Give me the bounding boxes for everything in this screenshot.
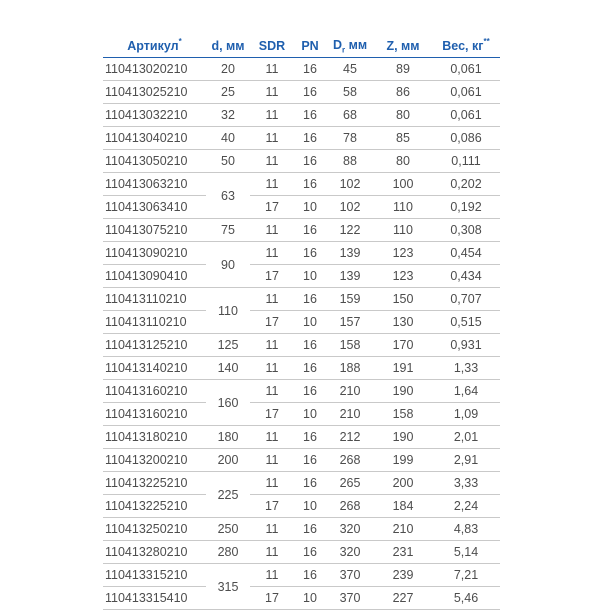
dr-cell: 139 — [326, 242, 374, 265]
z-cell: 200 — [374, 472, 432, 495]
header-weight: Вес, кг** — [442, 37, 490, 54]
spec-table-container — [103, 35, 500, 610]
weight-cell: 0,308 — [432, 219, 500, 242]
d-cell: 200 — [206, 449, 250, 472]
weight-cell: 0,707 — [432, 288, 500, 311]
dr-cell: 122 — [326, 219, 374, 242]
table-row — [103, 288, 500, 311]
article-cell: 110413110210 — [103, 288, 206, 311]
header-d: d, мм — [211, 39, 245, 53]
sdr-cell: 11 — [250, 518, 294, 541]
dr-cell: 320 — [326, 541, 374, 564]
sdr-cell: 11 — [250, 472, 294, 495]
table-row — [103, 58, 500, 81]
dr-cell: 45 — [326, 58, 374, 81]
pn-cell: 16 — [294, 173, 326, 196]
dr-cell: 58 — [326, 81, 374, 104]
weight-cell: 2,91 — [432, 449, 500, 472]
pn-cell: 16 — [294, 288, 326, 311]
article-cell: 110413090410 — [103, 265, 206, 288]
pn-cell: 16 — [294, 219, 326, 242]
table-row — [103, 380, 500, 403]
dr-cell: 68 — [326, 104, 374, 127]
sdr-cell: 11 — [250, 104, 294, 127]
z-cell: 86 — [374, 81, 432, 104]
article-cell: 110413020210 — [103, 58, 206, 81]
table-row — [103, 150, 500, 173]
z-cell: 227 — [374, 587, 432, 610]
header-z: Z, мм — [386, 39, 420, 53]
pn-cell: 16 — [294, 564, 326, 587]
z-cell: 239 — [374, 564, 432, 587]
table-row — [103, 242, 500, 265]
table-row — [103, 173, 500, 196]
z-cell: 191 — [374, 357, 432, 380]
header-dr: $D_r$ мм — [332, 37, 368, 55]
weight-cell: 0,454 — [432, 242, 500, 265]
article-cell: 110413125210 — [103, 334, 206, 357]
sdr-cell: 17 — [250, 495, 294, 518]
dr-cell: 370 — [326, 587, 374, 610]
dr-cell: 88 — [326, 150, 374, 173]
d-cell: 25 — [206, 81, 250, 104]
dr-cell: 157 — [326, 311, 374, 334]
table-row — [103, 219, 500, 242]
d-cell: 280 — [206, 541, 250, 564]
z-cell: 123 — [374, 265, 432, 288]
pn-cell: 10 — [294, 265, 326, 288]
pn-cell: 16 — [294, 426, 326, 449]
d-cell-merged: 315 — [206, 564, 250, 610]
pn-cell: 16 — [294, 472, 326, 495]
pn-cell: 16 — [294, 541, 326, 564]
z-cell: 80 — [374, 104, 432, 127]
weight-cell: 1,64 — [432, 380, 500, 403]
article-cell: 110413315210 — [103, 564, 206, 587]
z-cell: 150 — [374, 288, 432, 311]
weight-cell: 5,14 — [432, 541, 500, 564]
sdr-cell: 11 — [250, 81, 294, 104]
header-row — [103, 35, 500, 58]
article-cell: 110413280210 — [103, 541, 206, 564]
z-cell: 89 — [374, 58, 432, 81]
d-cell: 40 — [206, 127, 250, 150]
sdr-cell: 11 — [250, 242, 294, 265]
weight-cell: 7,21 — [432, 564, 500, 587]
header-sdr: SDR — [258, 39, 286, 53]
weight-cell: 3,33 — [432, 472, 500, 495]
pn-cell: 16 — [294, 104, 326, 127]
sdr-cell: 11 — [250, 449, 294, 472]
pn-cell: 16 — [294, 357, 326, 380]
pn-cell: 10 — [294, 403, 326, 426]
table-row — [103, 495, 500, 518]
d-cell-merged: 110 — [206, 288, 250, 334]
d-cell: 250 — [206, 518, 250, 541]
sdr-cell: 11 — [250, 334, 294, 357]
z-cell: 199 — [374, 449, 432, 472]
d-cell-merged: 225 — [206, 472, 250, 518]
sdr-cell: 11 — [250, 173, 294, 196]
weight-cell: 0,061 — [432, 58, 500, 81]
dr-cell: 268 — [326, 449, 374, 472]
dr-cell: 370 — [326, 564, 374, 587]
weight-cell: 0,086 — [432, 127, 500, 150]
dr-cell: 158 — [326, 334, 374, 357]
sdr-cell: 11 — [250, 127, 294, 150]
weight-cell: 0,515 — [432, 311, 500, 334]
article-cell: 110413075210 — [103, 219, 206, 242]
dr-cell: 188 — [326, 357, 374, 380]
article-cell: 110413315410 — [103, 587, 206, 610]
sdr-cell: 17 — [250, 196, 294, 219]
dr-cell: 210 — [326, 403, 374, 426]
table-row — [103, 334, 500, 357]
d-cell: 32 — [206, 104, 250, 127]
article-cell: 110413110210 — [103, 311, 206, 334]
sdr-cell: 11 — [250, 219, 294, 242]
dr-cell: 102 — [326, 173, 374, 196]
pn-cell: 16 — [294, 449, 326, 472]
d-cell: 180 — [206, 426, 250, 449]
sdr-cell: 11 — [250, 58, 294, 81]
article-cell: 110413160210 — [103, 380, 206, 403]
weight-cell: 1,09 — [432, 403, 500, 426]
z-cell: 130 — [374, 311, 432, 334]
table-row — [103, 541, 500, 564]
z-cell: 85 — [374, 127, 432, 150]
pn-cell: 10 — [294, 495, 326, 518]
pn-cell: 16 — [294, 150, 326, 173]
z-cell: 170 — [374, 334, 432, 357]
z-cell: 110 — [374, 219, 432, 242]
sdr-cell: 11 — [250, 564, 294, 587]
weight-cell: 5,46 — [432, 587, 500, 610]
article-cell: 110413025210 — [103, 81, 206, 104]
sdr-cell: 11 — [250, 380, 294, 403]
d-cell: 140 — [206, 357, 250, 380]
dr-cell: 320 — [326, 518, 374, 541]
pn-cell: 16 — [294, 518, 326, 541]
pn-cell: 10 — [294, 311, 326, 334]
weight-cell: 0,061 — [432, 104, 500, 127]
sdr-cell: 17 — [250, 265, 294, 288]
d-cell-merged: 90 — [206, 242, 250, 288]
pn-cell: 10 — [294, 587, 326, 610]
pn-cell: 16 — [294, 242, 326, 265]
dr-cell: 268 — [326, 495, 374, 518]
weight-cell: 0,061 — [432, 81, 500, 104]
sdr-cell: 11 — [250, 150, 294, 173]
table-row — [103, 357, 500, 380]
z-cell: 184 — [374, 495, 432, 518]
article-cell: 110413063410 — [103, 196, 206, 219]
pn-cell: 16 — [294, 58, 326, 81]
z-cell: 110 — [374, 196, 432, 219]
z-cell: 231 — [374, 541, 432, 564]
table-row — [103, 81, 500, 104]
sdr-cell: 11 — [250, 357, 294, 380]
sdr-cell: 17 — [250, 311, 294, 334]
pn-cell: 16 — [294, 334, 326, 357]
sdr-cell: 17 — [250, 403, 294, 426]
dr-cell: 159 — [326, 288, 374, 311]
table-row — [103, 426, 500, 449]
d-cell-merged: 63 — [206, 173, 250, 219]
sdr-cell: 11 — [250, 541, 294, 564]
pn-cell: 10 — [294, 196, 326, 219]
article-cell: 110413250210 — [103, 518, 206, 541]
article-cell: 110413225210 — [103, 472, 206, 495]
weight-cell: 2,24 — [432, 495, 500, 518]
header-article: Артикул* — [127, 37, 182, 54]
weight-cell: 0,202 — [432, 173, 500, 196]
d-cell-merged: 160 — [206, 380, 250, 426]
weight-cell: 0,111 — [432, 150, 500, 173]
article-cell: 110413032210 — [103, 104, 206, 127]
article-cell: 110413040210 — [103, 127, 206, 150]
table-row — [103, 403, 500, 426]
table-row — [103, 127, 500, 150]
article-cell: 110413140210 — [103, 357, 206, 380]
table-row — [103, 196, 500, 219]
table-row — [103, 104, 500, 127]
dr-cell: 78 — [326, 127, 374, 150]
article-cell: 110413225210 — [103, 495, 206, 518]
table-row — [103, 449, 500, 472]
z-cell: 190 — [374, 380, 432, 403]
spec-table — [103, 35, 500, 610]
z-cell: 100 — [374, 173, 432, 196]
weight-cell: 0,192 — [432, 196, 500, 219]
table-row — [103, 472, 500, 495]
pn-cell: 16 — [294, 81, 326, 104]
table-row — [103, 311, 500, 334]
z-cell: 80 — [374, 150, 432, 173]
table-row — [103, 587, 500, 610]
d-cell: 50 — [206, 150, 250, 173]
article-cell: 110413180210 — [103, 426, 206, 449]
header-pn: PN — [301, 39, 319, 53]
article-cell: 110413160210 — [103, 403, 206, 426]
dr-cell: 212 — [326, 426, 374, 449]
d-cell: 75 — [206, 219, 250, 242]
z-cell: 158 — [374, 403, 432, 426]
weight-cell: 0,434 — [432, 265, 500, 288]
article-cell: 110413090210 — [103, 242, 206, 265]
weight-cell: 4,83 — [432, 518, 500, 541]
sdr-cell: 17 — [250, 587, 294, 610]
article-cell: 110413050210 — [103, 150, 206, 173]
dr-cell: 139 — [326, 265, 374, 288]
pn-cell: 16 — [294, 380, 326, 403]
z-cell: 210 — [374, 518, 432, 541]
z-cell: 123 — [374, 242, 432, 265]
table-row — [103, 518, 500, 541]
dr-cell: 265 — [326, 472, 374, 495]
weight-cell: 1,33 — [432, 357, 500, 380]
weight-cell: 2,01 — [432, 426, 500, 449]
article-cell: 110413063210 — [103, 173, 206, 196]
dr-cell: 210 — [326, 380, 374, 403]
table-body — [103, 58, 500, 610]
dr-cell: 102 — [326, 196, 374, 219]
sdr-cell: 11 — [250, 288, 294, 311]
weight-cell: 0,931 — [432, 334, 500, 357]
table-row — [103, 564, 500, 587]
z-cell: 190 — [374, 426, 432, 449]
sdr-cell: 11 — [250, 426, 294, 449]
pn-cell: 16 — [294, 127, 326, 150]
article-cell: 110413200210 — [103, 449, 206, 472]
d-cell: 125 — [206, 334, 250, 357]
d-cell: 20 — [206, 58, 250, 81]
table-row — [103, 265, 500, 288]
